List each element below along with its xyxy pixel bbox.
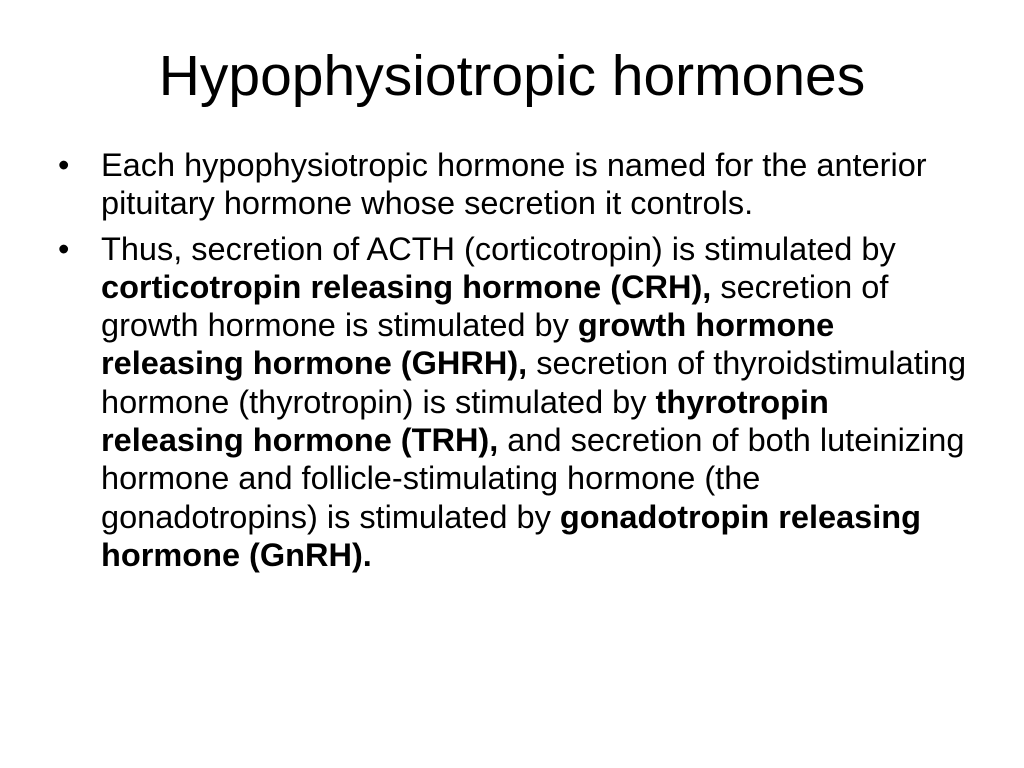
bullet-2-text-1: Thus, secretion of ACTH (corticotropin) is stimulated by bbox=[101, 230, 896, 267]
bullet-dot-icon: • bbox=[58, 230, 70, 267]
bullet-item-2 bbox=[56, 230, 968, 575]
slide-title: Hypophysiotropic hormones bbox=[158, 44, 866, 108]
bullet-2-term-ghrh: growth hormone releasing hormone (GHRH), bbox=[101, 307, 835, 382]
bullet-2-term-crh: corticotropin releasing hormone (CRH), bbox=[101, 268, 712, 305]
bullet-2-term-trh: thyrotropin releasing hormone (TRH), bbox=[101, 383, 829, 459]
bullet-2-text-3: secretion of thyroidstimulating hormone (thyrotropin) is stimulated by bbox=[101, 345, 967, 420]
bullet-list bbox=[56, 146, 968, 581]
bullet-2-text-2: secretion of growth hormone is stimulated by bbox=[101, 268, 889, 344]
bullet-dot-icon: • bbox=[58, 147, 70, 183]
bullet-1-text: Each hypophysiotropic hormone is named for the anterior pituitary hormone whose secretion it controls. bbox=[101, 147, 927, 222]
bullet-2-term-gnrh: gonadotropin releasing hormone (GnRH). bbox=[101, 498, 921, 573]
bullet-item-1 bbox=[56, 146, 968, 223]
bullet-2-text-4: and secretion of both luteinizing hormone and follicle-stimulating hormone (the gonadotropins) is stimulated by bbox=[101, 422, 965, 535]
